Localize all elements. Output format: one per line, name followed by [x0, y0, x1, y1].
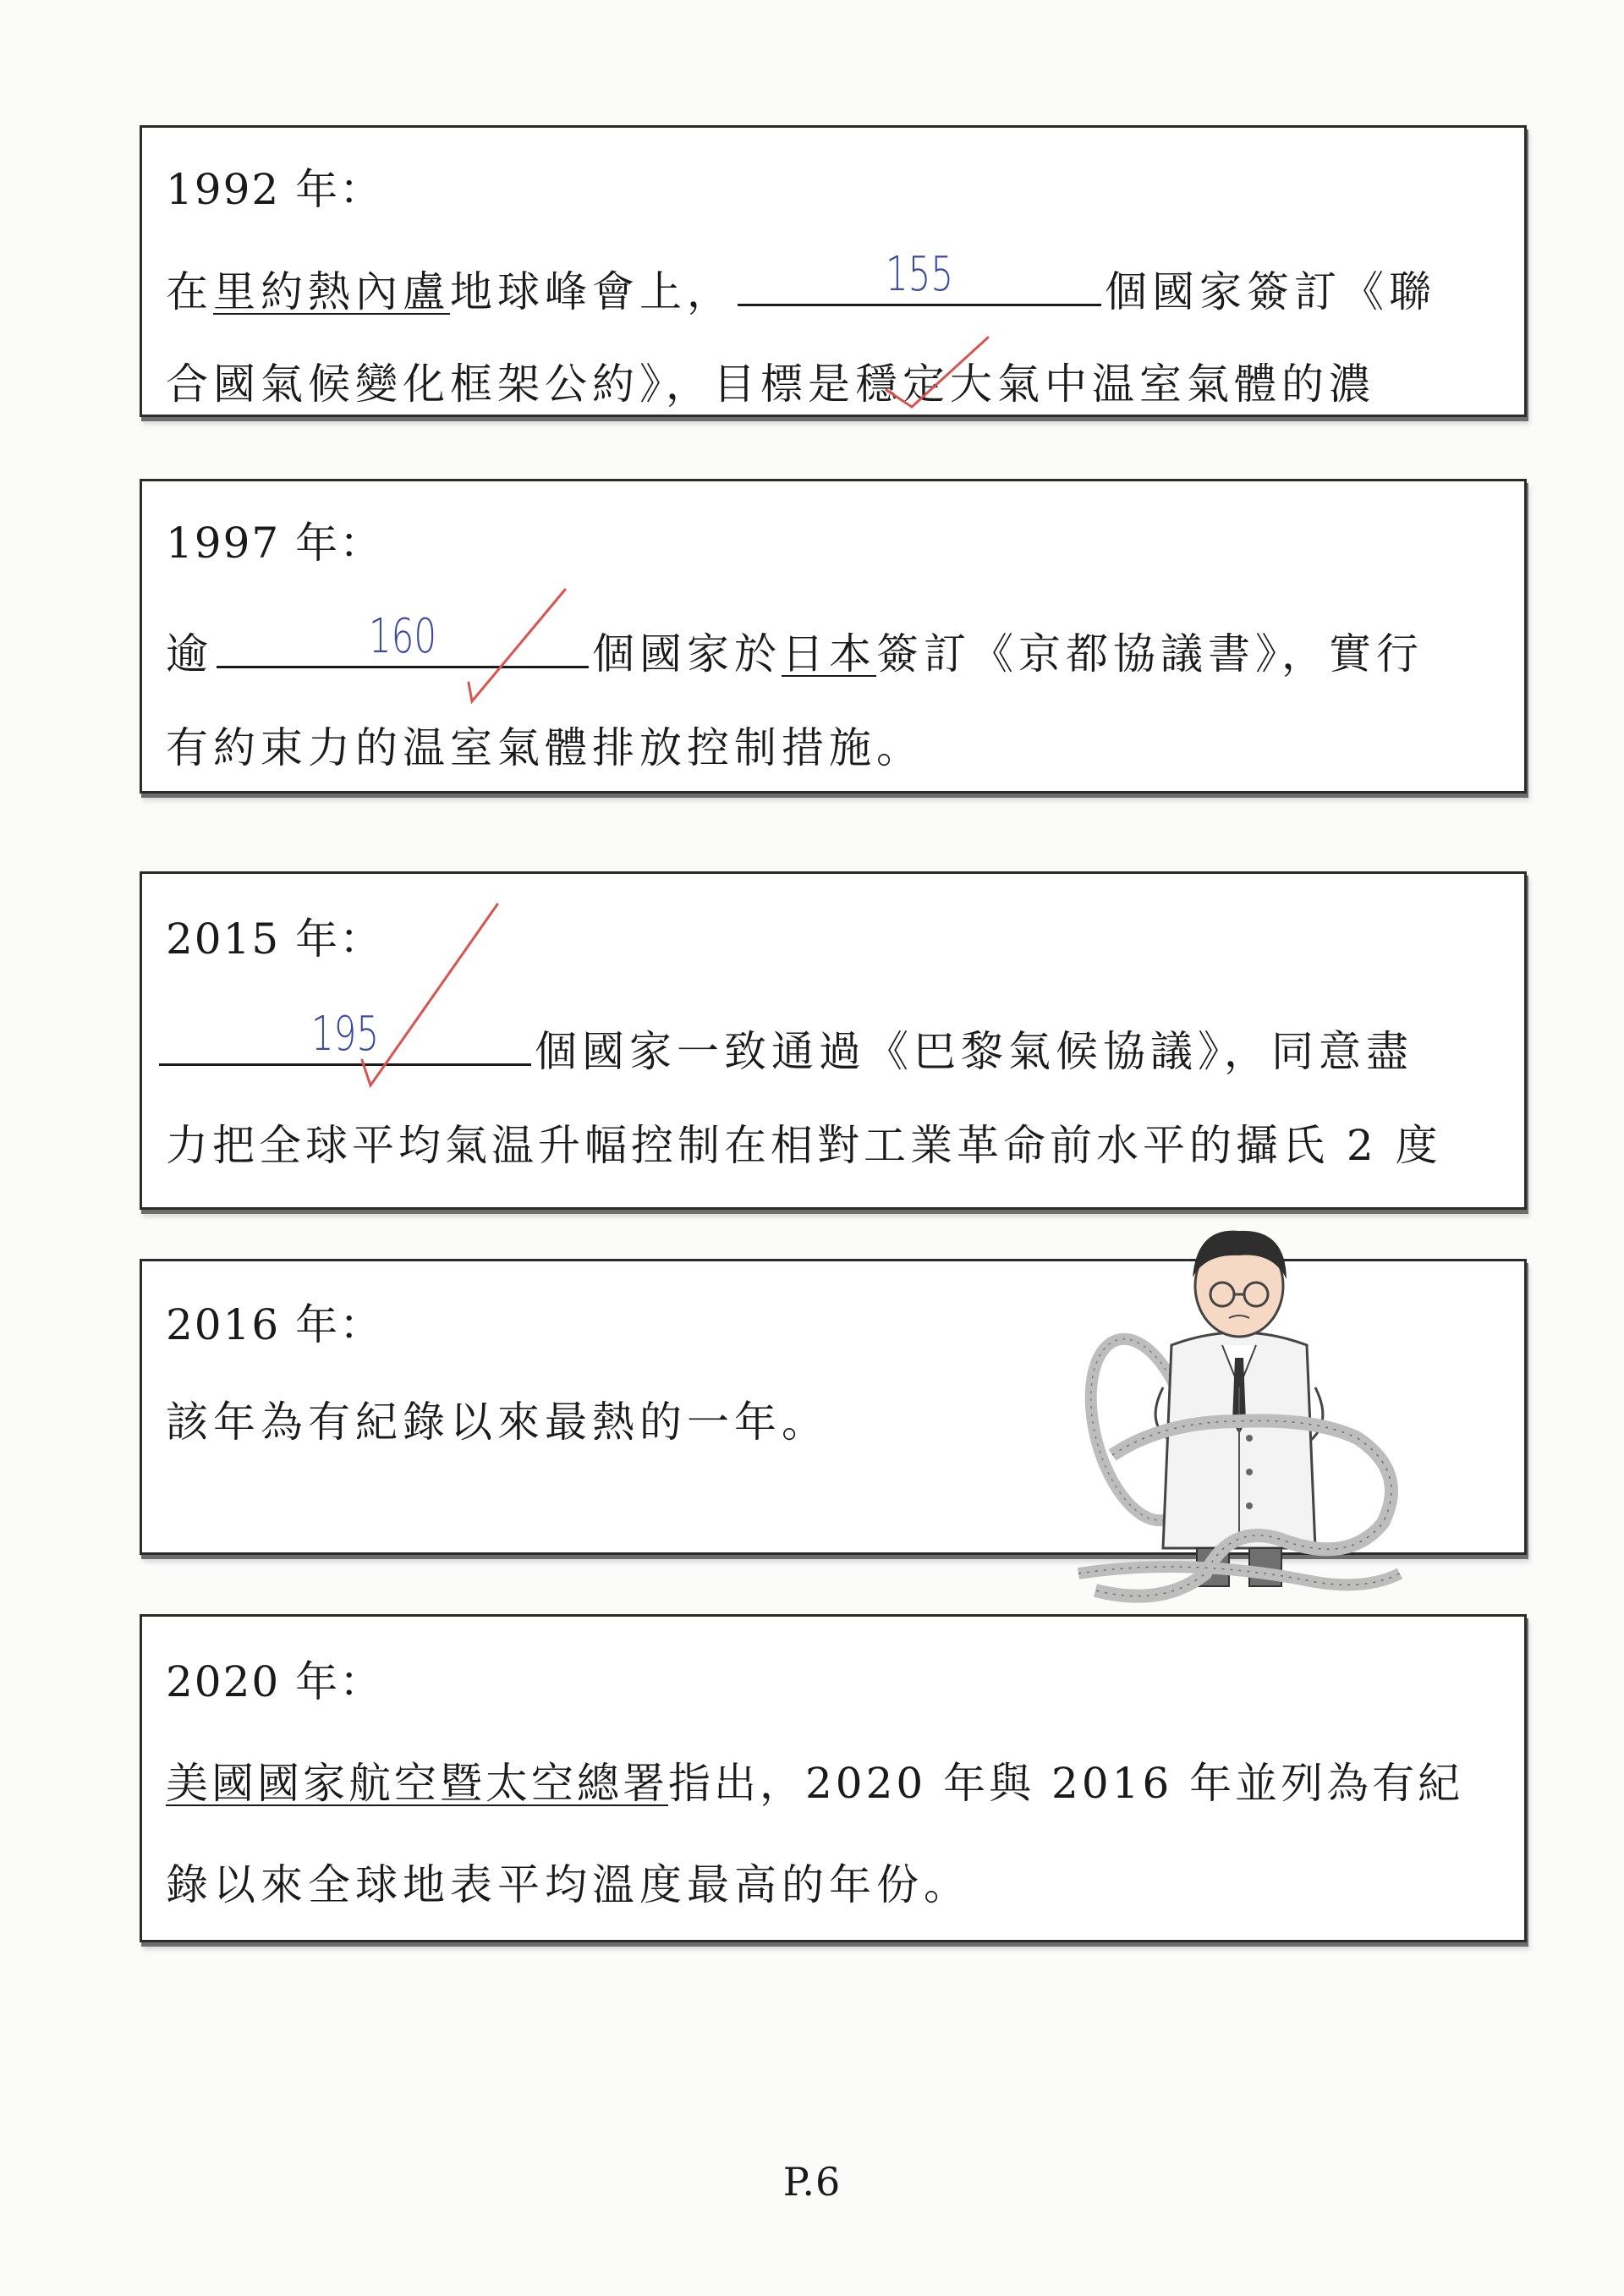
- entry-line-2: 錄以來全球地表平均溫度最高的年份。: [166, 1860, 971, 1909]
- entry-line-2: 有約束力的温室氣體排放控制措施。: [166, 723, 924, 772]
- text-prefix: 逾: [166, 629, 213, 678]
- entry-line-2: 力把全球平均氣温升幅控制在相對工業革命前水平的攝氏 2 度: [166, 1121, 1442, 1170]
- text-prefix: 在: [166, 267, 213, 316]
- timeline-box-2015: [140, 871, 1527, 1210]
- text-mid: 個國家於: [592, 629, 782, 678]
- entry-line-1: [159, 1007, 1507, 1076]
- answer-blank[interactable]: [159, 1007, 531, 1066]
- answer-blank[interactable]: [738, 247, 1101, 306]
- year-label: 1992 年：: [166, 165, 384, 214]
- text-suffix: 個國家一致通過《巴黎氣候協議》，同意盡: [535, 1027, 1413, 1076]
- scientist-with-tape-illustration: [1062, 1218, 1417, 1607]
- timeline-box-1992: [140, 125, 1527, 417]
- text-suffix: 個國家簽訂《聯: [1105, 267, 1436, 316]
- entry-line-1: 該年為有紀錄以來最熱的一年。: [166, 1398, 829, 1447]
- year-label: 1997 年：: [166, 519, 384, 568]
- entry-line-1: [166, 1759, 1507, 1808]
- underlined-place: 日本: [782, 629, 876, 678]
- text-suffix: 指出，2020 年與 2016 年並列為有紀: [668, 1759, 1464, 1808]
- handwritten-answer: 155: [885, 247, 954, 302]
- answer-blank[interactable]: [217, 609, 589, 668]
- handwritten-answer: 160: [368, 609, 437, 664]
- year-label: 2020 年：: [166, 1657, 384, 1706]
- handwritten-answer: 195: [310, 1007, 380, 1062]
- text-mid: 地球峰會上，: [450, 267, 734, 316]
- year-label: 2016 年：: [166, 1300, 384, 1349]
- entry-line-2: 合國氣候變化框架公約》，目標是穩定大氣中温室氣體的濃: [166, 360, 1376, 409]
- timeline-box-2020: [140, 1614, 1527, 1942]
- timeline-box-1997: [140, 479, 1527, 794]
- text-suffix: 簽訂《京都協議書》，實行: [876, 629, 1424, 678]
- page-number: P.6: [782, 2159, 842, 2205]
- entry-line-1: [166, 609, 1507, 678]
- underlined-organization: 美國國家航空暨太空總署: [166, 1759, 668, 1808]
- entry-line-1: [166, 247, 1507, 316]
- year-label: 2015 年：: [166, 915, 384, 964]
- underlined-place: 里約熱內盧: [213, 267, 450, 316]
